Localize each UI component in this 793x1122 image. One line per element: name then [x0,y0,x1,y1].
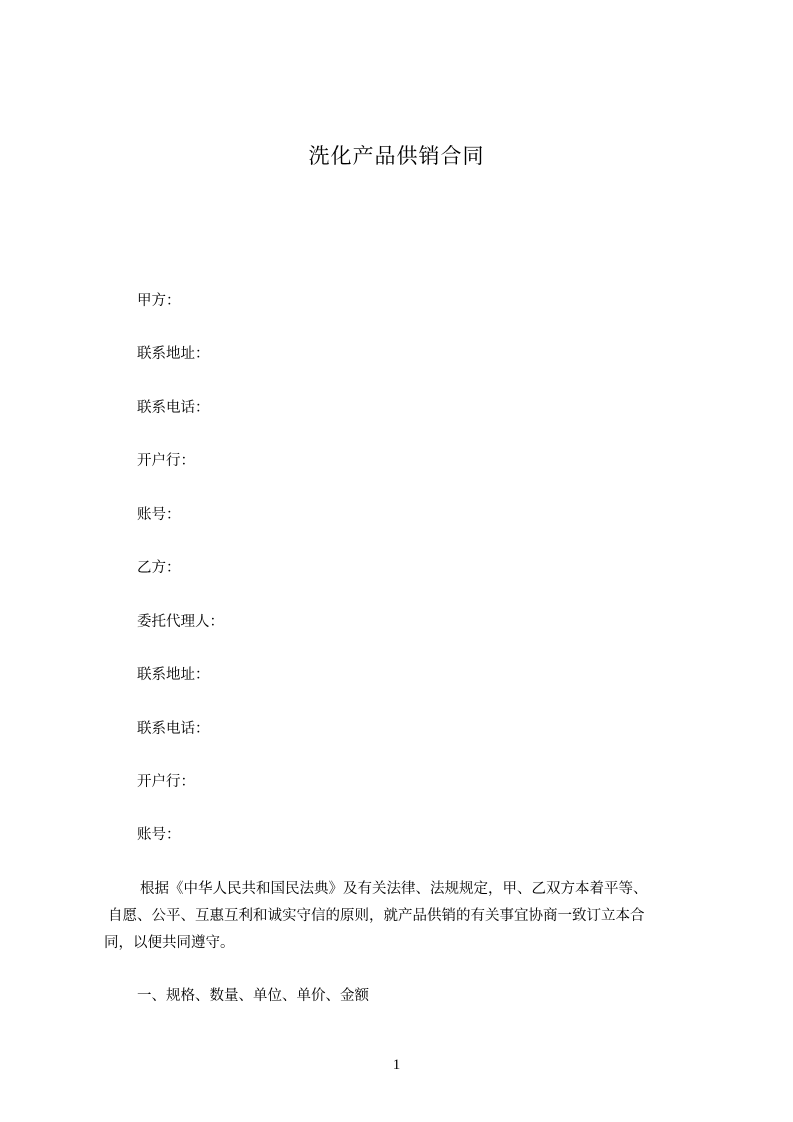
party-b-agent-label: 委托代理人： [137,614,224,630]
party-b-address-label: 联系地址： [137,667,210,683]
intro-line: 同，以便共同遵守。 [104,935,235,951]
intro-line: 根据《中华人民共和国民法典》及有关法律、法规规定，甲、乙双方本着平等、 [140,881,648,897]
party-a-account-label: 账号： [137,507,181,523]
intro-line: 自愿、公平、互惠互利和诚实守信的原则，就产品供销的有关事宜协商一致订立本合 [108,908,645,924]
section-heading: 一、规格、数量、单位、单价、金额 [137,988,369,1004]
party-b-label: 乙方： [137,560,181,576]
party-a-address-label: 联系地址： [137,346,210,362]
party-b-bank-label: 开户行： [137,774,195,790]
party-b-phone-label: 联系电话： [137,721,210,737]
party-b-account-label: 账号： [137,827,181,843]
page-number: 1 [392,1057,401,1073]
party-a-phone-label: 联系电话： [137,400,210,416]
party-a-bank-label: 开户行： [137,453,195,469]
intro-paragraph [104,876,704,957]
party-a-label: 甲方： [137,293,181,309]
contract-title: 洗化产品供销合同 [308,144,485,168]
